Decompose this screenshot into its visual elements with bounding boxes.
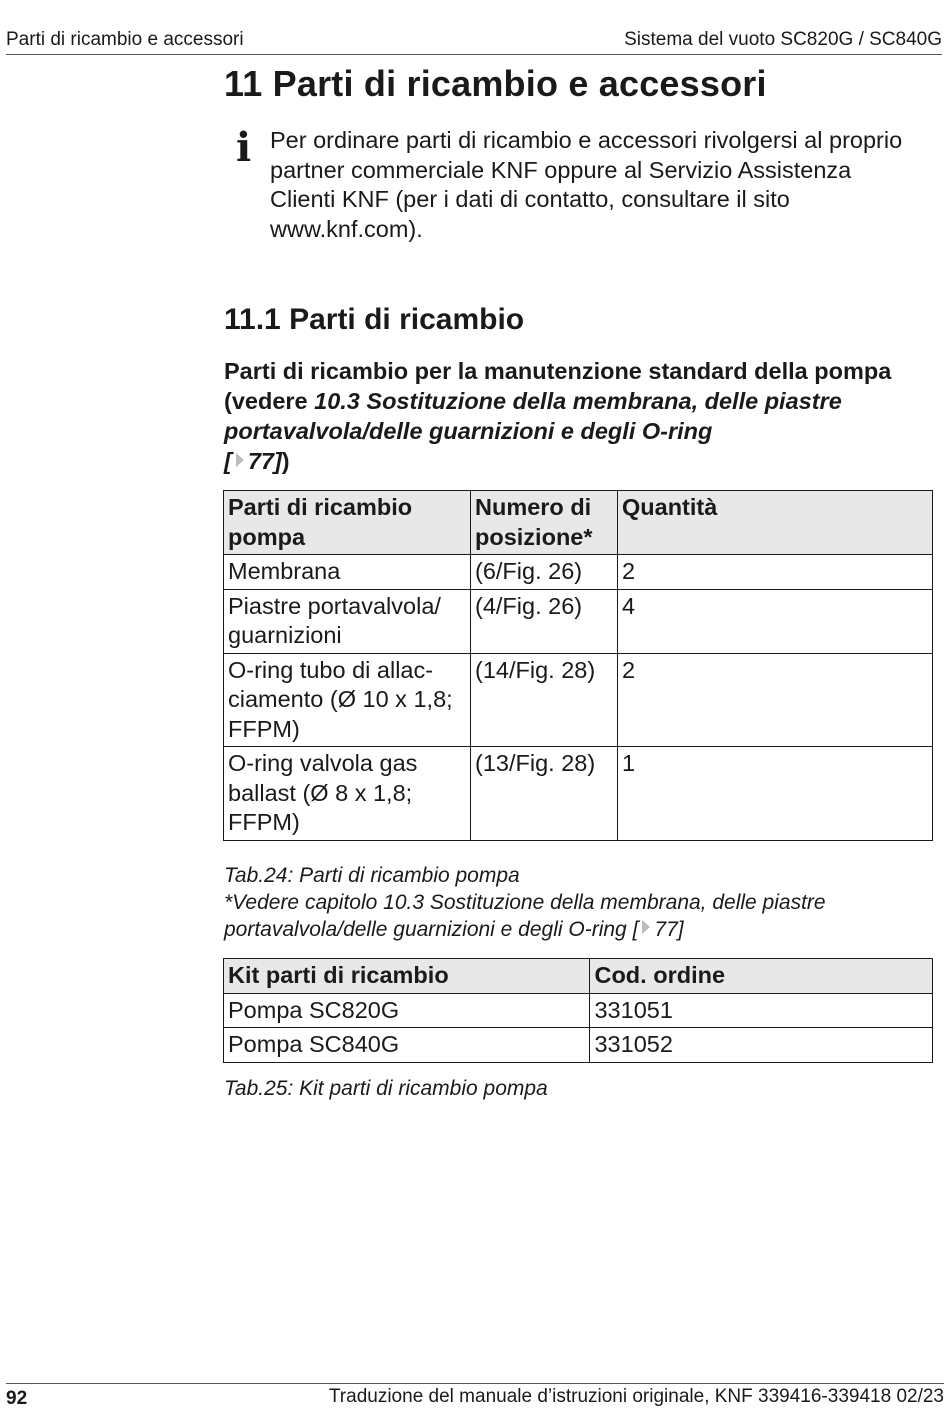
- table-row: [224, 589, 933, 653]
- section-title: 11.1 Parti di ricambio: [224, 303, 525, 336]
- page-number: 92: [6, 1388, 28, 1409]
- table-cell: (4/Fig. 26): [471, 589, 618, 653]
- table-cell: Pompa SC840G: [224, 1028, 590, 1063]
- subheading-page-ref[interactable]: 77]: [247, 448, 282, 474]
- table-cell: 4: [618, 589, 933, 653]
- subheading-open-bracket: [: [224, 448, 232, 474]
- table-cell: 331052: [590, 1028, 933, 1063]
- page-footer: [6, 1383, 944, 1409]
- table-cell: O-ring valvola gas ballast (Ø 8 x 1,8; FFPM): [224, 747, 471, 841]
- table-cell: O-ring tubo di allac-ciamento (Ø 10 x 1,8; FFPM): [224, 653, 471, 747]
- section-subheading: [224, 356, 924, 476]
- subheading-link[interactable]: 10.3 Sostituzione della membrana, delle piastre portavalvola/delle guarnizioni e degli O-ring: [224, 388, 842, 444]
- table-row: [224, 653, 933, 747]
- table-cell: Membrana: [224, 555, 471, 590]
- spare-parts-table: [223, 490, 933, 841]
- footnote-text: *Vedere capitolo 10.3 Sostituzione della membrana, delle piastre portavalvola/delle guarnizioni e degli O-ring [: [224, 891, 826, 941]
- table-row: [224, 1028, 933, 1063]
- table-cell: Piastre portavalvola/ guarnizioni: [224, 589, 471, 653]
- table-cell: Pompa SC820G: [224, 993, 590, 1028]
- page-header: [6, 28, 942, 55]
- table-cell: (13/Fig. 28): [471, 747, 618, 841]
- table-row: [224, 747, 933, 841]
- table-cell: 2: [618, 555, 933, 590]
- table-cell: 331051: [590, 993, 933, 1028]
- chapter-title: 11 Parti di ricambio e accessori: [224, 63, 767, 104]
- page-ref-arrow-icon: [642, 920, 650, 934]
- footnote-page-ref[interactable]: 77]: [654, 918, 684, 941]
- document-reference: Traduzione del manuale d’istruzioni originale, KNF 339416-339418 02/23: [328, 1386, 944, 1407]
- table-caption: Tab.25: Kit parti di ricambio pompa: [224, 1077, 548, 1100]
- column-header: Kit parti di ricambio: [224, 959, 590, 994]
- table-footnote: [224, 889, 924, 943]
- info-icon: i: [236, 124, 252, 171]
- header-product-title: Sistema del vuoto SC820G / SC840G: [624, 29, 942, 50]
- column-header: Cod. ordine: [590, 959, 933, 994]
- table-row: [224, 993, 933, 1028]
- spare-kit-table: [223, 958, 933, 1063]
- page-ref-arrow-icon: [236, 453, 244, 467]
- column-header: Parti di ricambio pompa: [224, 491, 471, 555]
- table-cell: 1: [618, 747, 933, 841]
- table-caption: Tab.24: Parti di ricambio pompa: [224, 864, 520, 887]
- info-text: Per ordinare parti di ricambio e accessori rivolgersi al proprio partner commerciale KNF oppure al Servizio Assistenza Clienti KNF (per i dati di contatto, consultare il sito www.knf.com).: [270, 127, 903, 242]
- table-cell: (14/Fig. 28): [471, 653, 618, 747]
- subheading-text: Parti di ricambio per la manutenzione standard della pompa (vedere: [224, 358, 892, 414]
- header-section-title: Parti di ricambio e accessori: [6, 29, 244, 50]
- table-cell: 2: [618, 653, 933, 747]
- column-header: Quantità: [618, 491, 933, 555]
- column-header: Numero di posizione*: [471, 491, 618, 555]
- table-cell: (6/Fig. 26): [471, 555, 618, 590]
- table-row: [224, 555, 933, 590]
- subheading-close: ): [281, 448, 290, 474]
